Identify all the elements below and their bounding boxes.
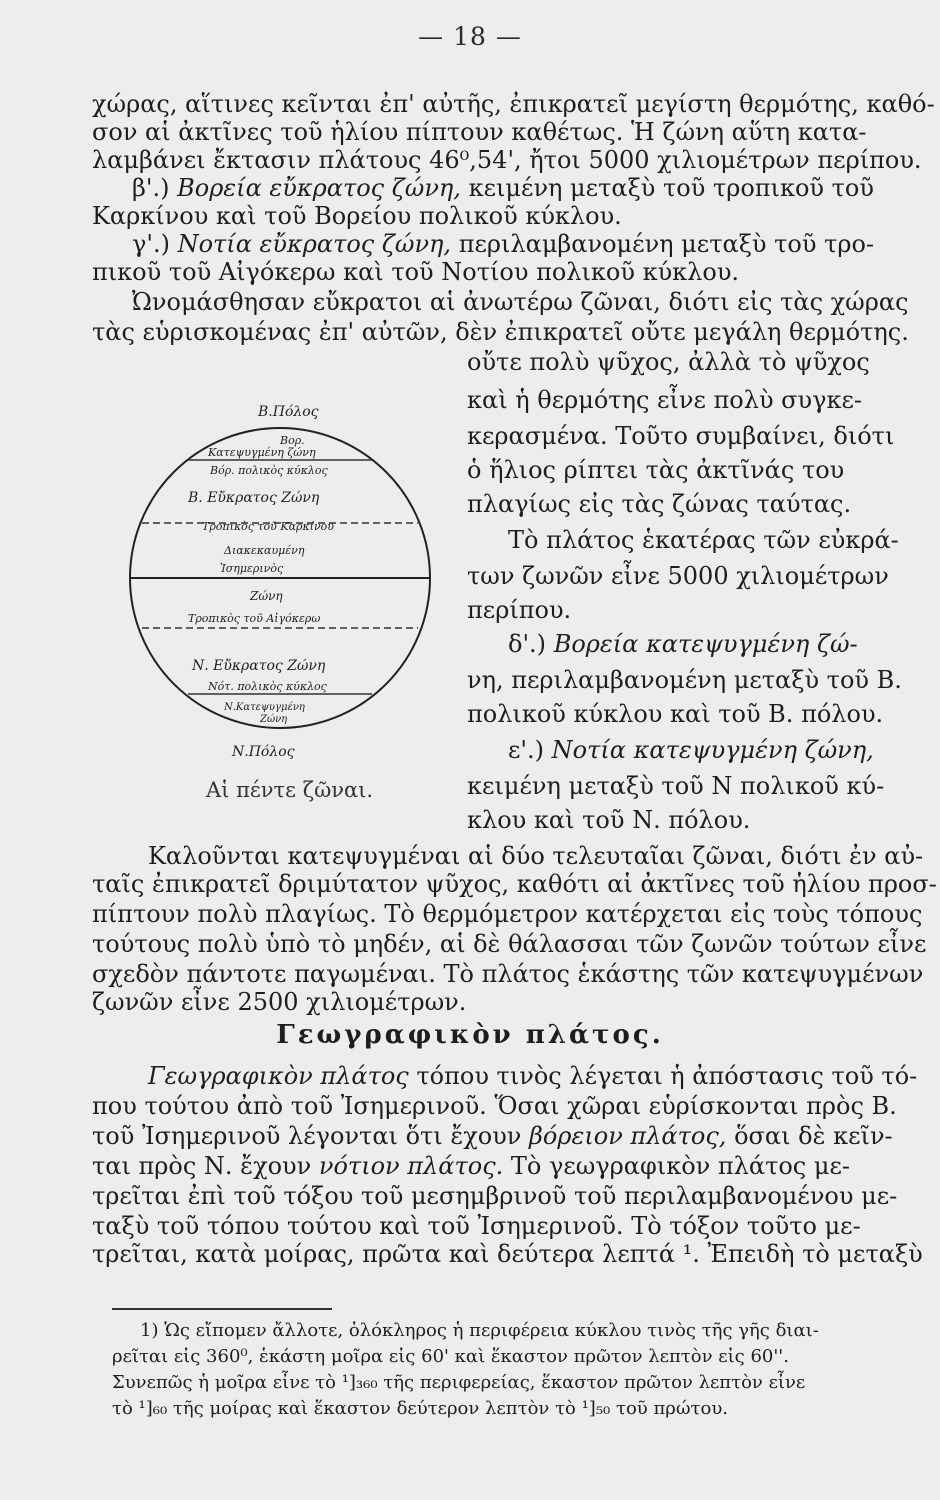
geo-term: βόρειον πλάτος, — [529, 1122, 727, 1150]
zone-beta-text: κειμένη μεταξὺ τοῦ τροπικοῦ τοῦ — [468, 174, 874, 202]
text-line: ταξὺ τοῦ τόπου τούτου καὶ τοῦ Ἰσημερινοῦ. Τὸ τόξον τοῦτο με- — [92, 1212, 861, 1240]
zone-beta-number: β'.) — [132, 174, 170, 202]
zone-delta-number: δ'.) — [508, 630, 547, 658]
footnote-rule — [112, 1308, 332, 1310]
text-line: οὔτε πολὺ ψῦχος, ἀλλὰ τὸ ψῦχος — [467, 348, 870, 376]
text-line: Τὸ πλάτος ἑκατέρας τῶν εὐκρά- — [508, 526, 899, 554]
page-number: — 18 — — [418, 22, 522, 51]
text-line: πίπτουν πολὺ πλαγίως. Τὸ θερμόμετρον κατέρχεται εἰς τοὺς τόπους — [92, 900, 923, 928]
north-frigid-label-1: Βορ. — [280, 434, 305, 447]
north-circle-label: Βόρ. πολικὸς κύκλος — [210, 464, 328, 477]
zone-epsilon-number: ε'.) — [508, 736, 545, 764]
text-line: νη, περιλαμβανομένη μεταξὺ τοῦ Β. — [467, 666, 902, 694]
geo-line-3 — [92, 1122, 893, 1150]
south-frigid-label-2: Ζώνη — [260, 714, 288, 725]
text-line: πολικοῦ κύκλου καὶ τοῦ Β. πόλου. — [467, 700, 884, 728]
zone-beta-title: Βορεία εὔκρατος ζώνη, — [177, 174, 461, 202]
figure-caption: Αἱ πέντε ζῶναι. — [206, 778, 374, 802]
zone-delta-title: Βορεία κατεψυγμένη ζώ- — [553, 630, 858, 658]
north-pole-label: Β.Πόλος — [258, 404, 319, 420]
text-line: Καρκίνου καὶ τοῦ Βορείου πολικοῦ κύκλου. — [92, 202, 622, 230]
text-line: λαμβάνει ἔκτασιν πλάτους 46⁰,54', ἤτοι 5000 χιλιομέτρων περίπου. — [92, 146, 922, 174]
text-line: σον αἱ ἀκτῖνες τοῦ ἡλίου πίπτουν καθέτως. Ἡ ζώνη αὕτη κατα- — [92, 118, 867, 146]
equator-label: Ἰσημερινὸς — [220, 562, 284, 575]
text-line: ὁ ἥλιος ρίπτει τὰς ἀκτῖνάς του — [467, 456, 845, 484]
text-line: περίπου. — [467, 596, 572, 624]
geo-text: τόπου τινὸς λέγεται ἡ ἀπόστασις τοῦ τό- — [416, 1062, 918, 1090]
tropic-cancer-label: Τροπικὸς τοῦ Καρκίνου — [202, 520, 334, 533]
footnote-line: Συνεπῶς ἡ μοῖρα εἶνε τὸ ¹]₃₆₀ τῆς περιφερείας, ἕκαστον πρῶτον λεπτὸν εἶνε — [112, 1372, 806, 1393]
zone-gamma-text: περιλαμβανομένη μεταξὺ τοῦ τρο- — [458, 230, 875, 258]
south-pole-label: Ν.Πόλος — [232, 744, 295, 760]
text-line: χώρας, αἵτινες κεῖνται ἐπ' αὐτῆς, ἐπικρατεῖ μεγίστη θερμότης, καθό- — [92, 90, 935, 118]
south-frigid-label-1: Ν.Κατεψυγμένη — [224, 702, 305, 713]
zone-gamma-line — [132, 230, 874, 258]
footnote-line: ρεῖται εἰς 360⁰, ἑκάστη μοῖρα εἰς 60' καὶ ἕκαστον πρῶτον λεπτὸν εἰς 60''. — [112, 1346, 789, 1367]
footnote-line: τὸ ¹]₆₀ τῆς μοίρας καὶ ἕκαστον δεύτερον λεπτὸν τὸ ¹]₅₀ τοῦ πρώτου. — [112, 1398, 728, 1419]
five-zones-diagram — [110, 388, 450, 763]
north-frigid-label-2: Κατεψυγμένη ζώνη — [208, 446, 316, 459]
geo-text: ὅσαι δὲ κεῖν- — [734, 1122, 893, 1150]
south-circle-label: Νότ. πολικὸς κύκλος — [208, 680, 327, 693]
tropic-capricorn-label: Τροπικὸς τοῦ Αἰγόκερω — [188, 612, 321, 625]
text-line: σχεδὸν πάντοτε παγωμέναι. Τὸ πλάτος ἑκάστης τῶν κατεψυγμένων — [92, 960, 924, 988]
torrid-label-1: Διακεκαυμένη — [224, 544, 305, 557]
north-temperate-label: Β. Εὔκρατος Ζώνη — [188, 490, 320, 506]
text-line: τὰς εὑρισκομένας ἐπ' αὐτῶν, δὲν ἐπικρατεῖ οὔτε μεγάλη θερμότης. — [92, 318, 909, 346]
torrid-label-2: Ζώνη — [250, 589, 283, 603]
geo-text: Τὸ γεωγραφικὸν πλάτος με- — [510, 1152, 851, 1180]
text-line: ταῖς ἐπικρατεῖ δριμύτατον ψῦχος, καθότι αἱ ἀκτῖνες τοῦ ἡλίου προσ- — [92, 870, 937, 898]
text-line: κερασμένα. Τοῦτο συμβαίνει, διότι — [467, 422, 895, 450]
text-line: κλου καὶ τοῦ Ν. πόλου. — [467, 806, 751, 834]
zone-delta-line — [508, 630, 858, 658]
text-line: πλαγίως εἰς τὰς ζώνας ταύτας. — [467, 490, 852, 518]
text-line: Ὠνομάσθησαν εὔκρατοι αἱ ἀνωτέρω ζῶναι, διότι εἰς τὰς χώρας — [132, 288, 909, 316]
text-line: τούτους πολὺ ὑπὸ τὸ μηδέν, αἱ δὲ θάλασσαι τῶν ζωνῶν τούτων εἶνε — [92, 930, 927, 958]
text-line: πικοῦ τοῦ Αἰγόκερω καὶ τοῦ Νοτίου πολικοῦ κύκλου. — [92, 258, 740, 286]
zone-gamma-number: γ'.) — [132, 230, 170, 258]
section-heading: Γεωγραφικὸν πλάτος. — [276, 1020, 664, 1050]
geo-term: Γεωγραφικὸν πλάτος — [148, 1062, 409, 1090]
text-line: κειμένη μεταξὺ τοῦ Ν πολικοῦ κύ- — [467, 772, 885, 800]
zone-epsilon-title: Νοτία κατεψυγμένη ζώνη, — [551, 736, 874, 764]
text-line: Καλοῦνται κατεψυγμέναι αἱ δύο τελευταῖαι ζῶναι, διότι ἐν αὐ- — [148, 842, 924, 870]
geo-text: τοῦ Ἰσημερινοῦ λέγονται ὅτι ἔχουν — [92, 1122, 522, 1150]
text-line: των ζωνῶν εἶνε 5000 χιλιομέτρων — [467, 562, 889, 590]
text-line: ζωνῶν εἶνε 2500 χιλιομέτρων. — [92, 988, 467, 1016]
south-temperate-label: Ν. Εὔκρατος Ζώνη — [192, 658, 326, 674]
text-line: τρεῖται, κατὰ μοίρας, πρῶτα καὶ δεύτερα λεπτά ¹. Ἐπειδὴ τὸ μεταξὺ — [92, 1240, 923, 1268]
zone-gamma-title: Νοτία εὔκρατος ζώνη, — [177, 230, 452, 258]
geo-line-1 — [148, 1062, 917, 1090]
text-line: που τούτου ἀπὸ τοῦ Ἰσημερινοῦ. Ὅσαι χῶραι εὑρίσκονται πρὸς Β. — [92, 1092, 897, 1120]
geo-text: ται πρὸς Ν. ἔχουν — [92, 1152, 312, 1180]
text-line: καὶ ἡ θερμότης εἶνε πολὺ συγκε- — [467, 386, 863, 414]
geo-line-4 — [92, 1152, 850, 1180]
zone-epsilon-line — [508, 736, 874, 764]
geo-term: νότιον πλάτος. — [318, 1152, 504, 1180]
footnote-line: 1) Ὡς εἴπομεν ἄλλοτε, ὁλόκληρος ἡ περιφέρεια κύκλου τινὸς τῆς γῆς διαι- — [140, 1320, 819, 1341]
text-line: τρεῖται ἐπὶ τοῦ τόξου τοῦ μεσημβρινοῦ τοῦ περιλαμβανομένου με- — [92, 1182, 898, 1210]
zone-beta-line — [132, 174, 874, 202]
